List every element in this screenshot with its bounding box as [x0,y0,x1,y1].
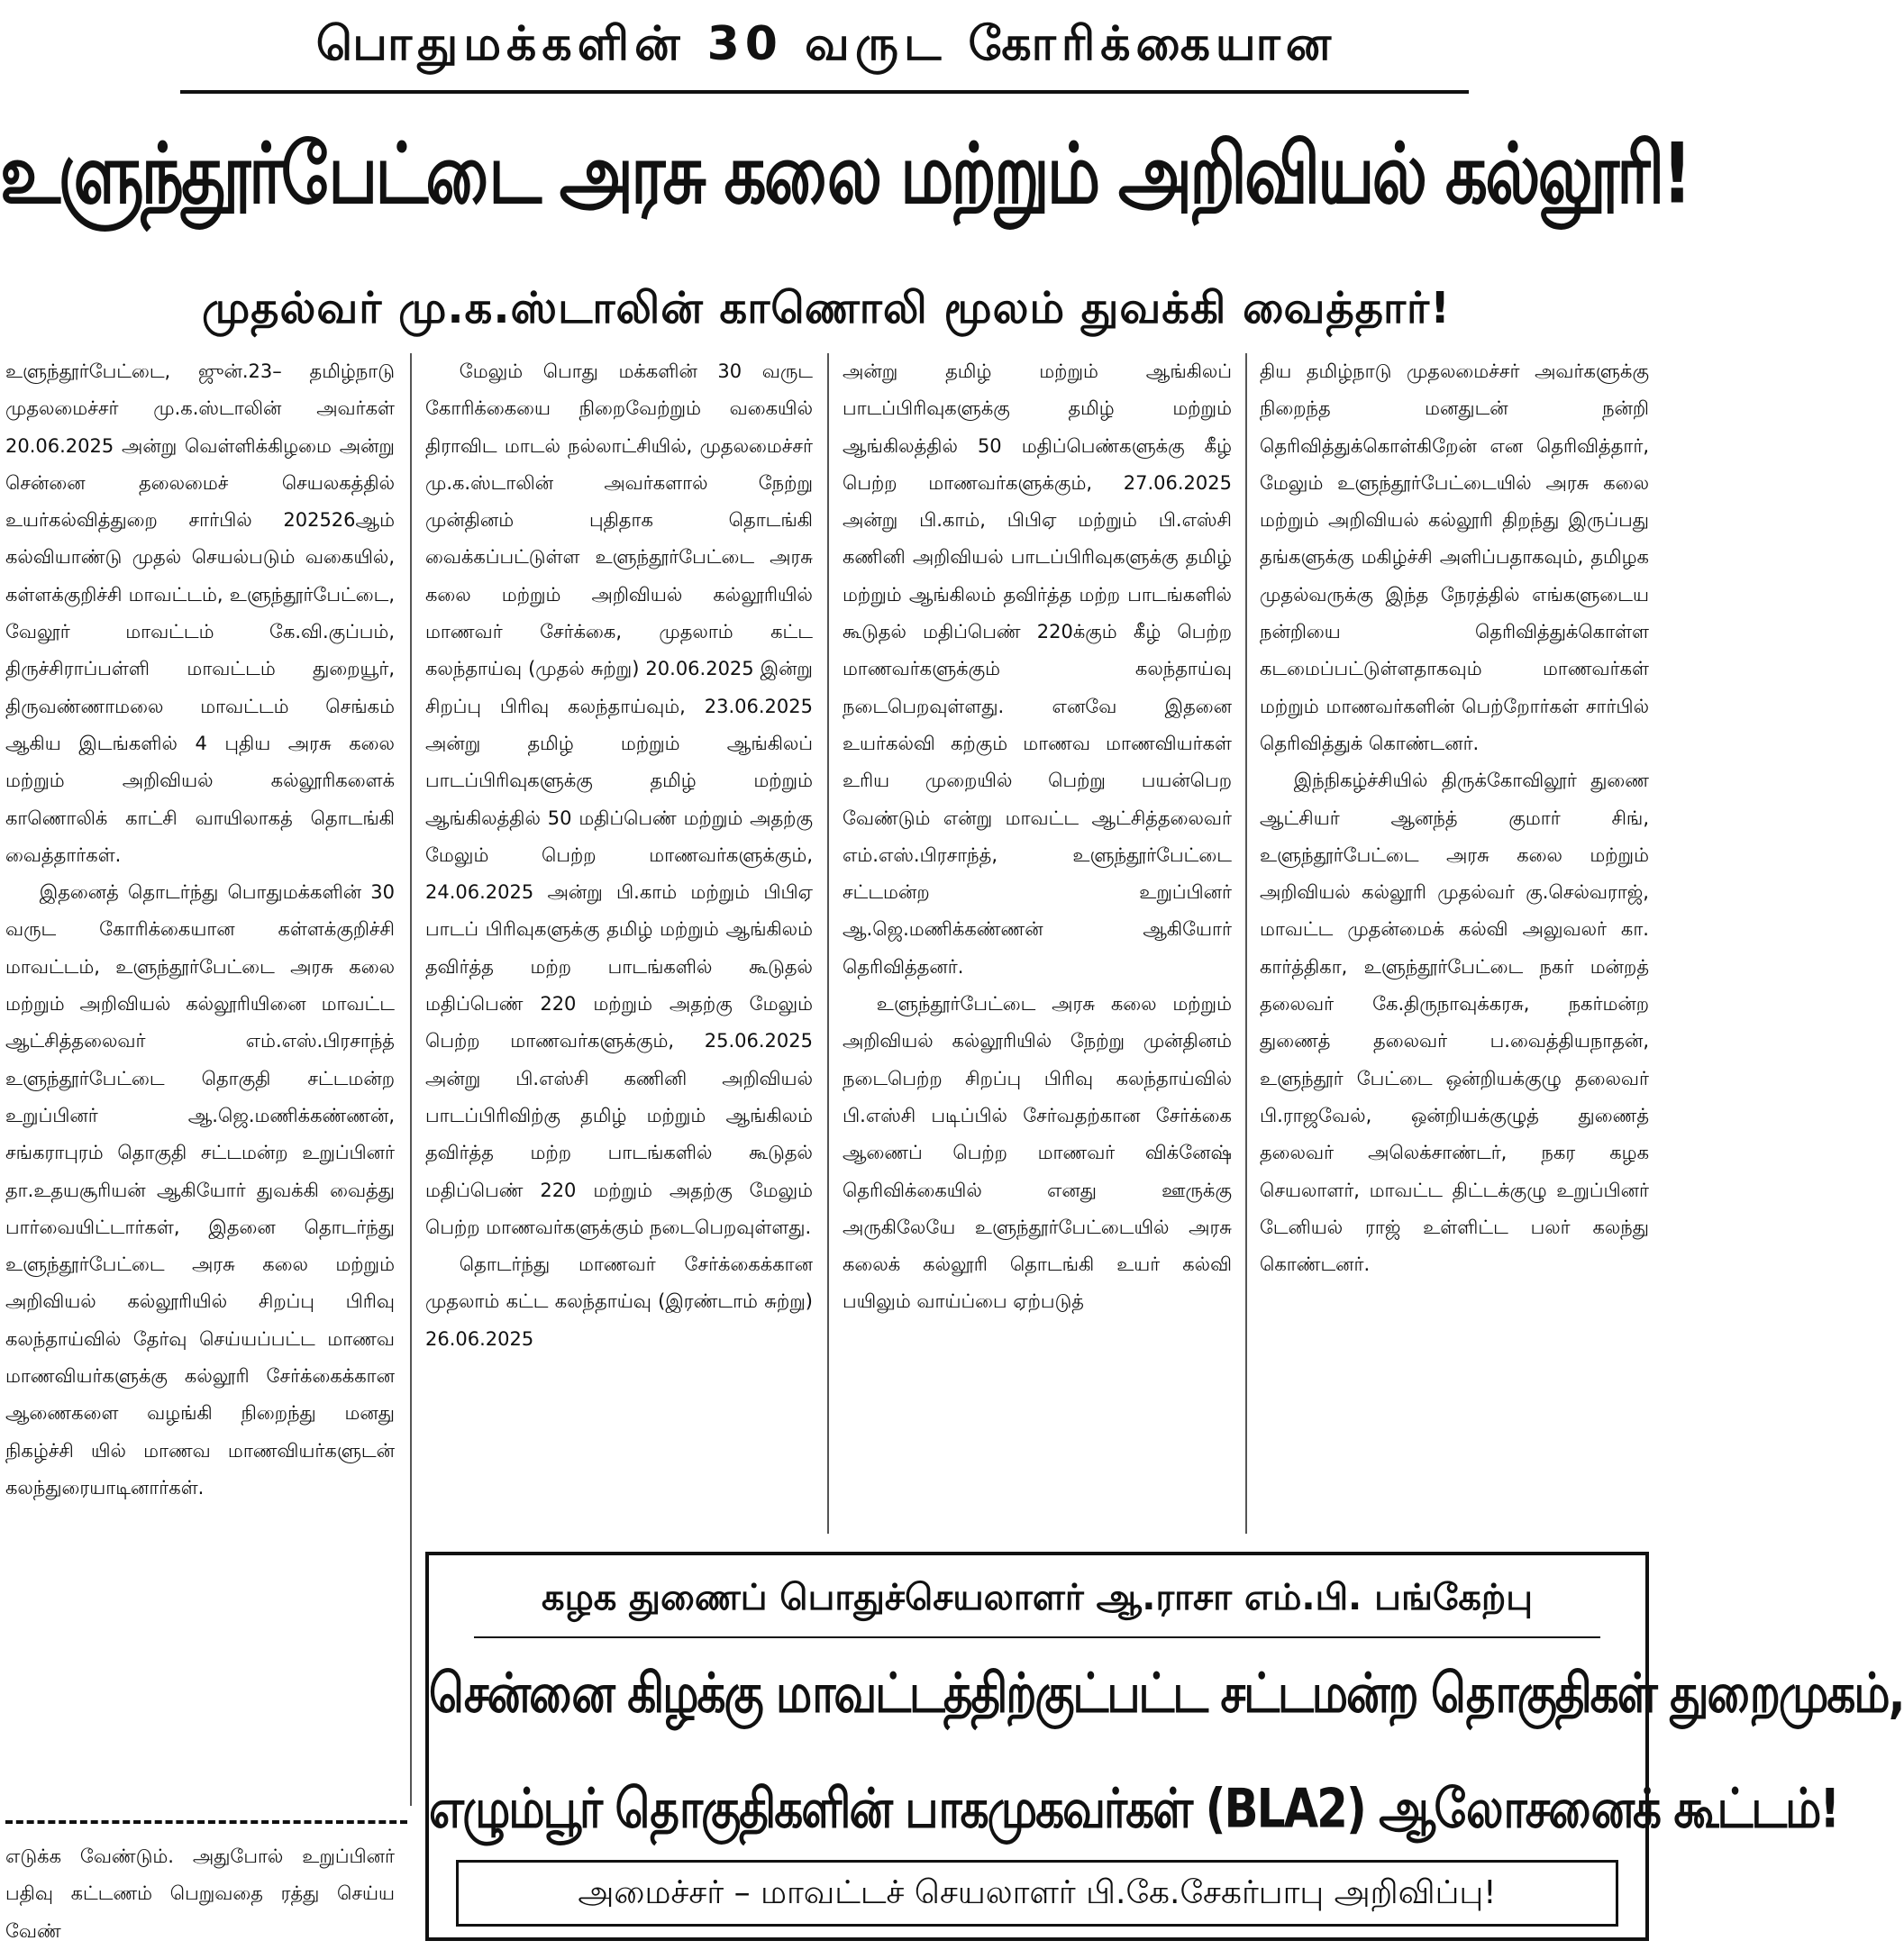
paragraph: உளுந்தூர்பேட்டை அரசு கலை மற்றும் அறிவியல் கல்லூரியில் நேற்று முன்தினம் நடைபெற்ற சிறப்பு பிரிவு கலந்தாய்வில் பி.எஸ்சி படிப்பில் சேர்வதற்கான சேர்க்கை ஆணைப் பெற்ற மாணவர் விக்னேஷ் தெரிவிக்கையில் எனது ஊருக்கு அருகிலேயே உளுந்தூர்பேட்டையில் அரசு கலைக் கல்லூரி தொடங்கி உயர் கல்வி பயிலும் வாய்ப்பை ஏற்படுத் [843,993,1232,1313]
paragraph: திய தமிழ்நாடு முதலமைச்சர் அவர்களுக்கு நிறைந்த மனதுடன் நன்றி தெரிவித்துக்கொள்கிறேன் என தெரிவித்தார், மேலும் உளுந்தூர்பேட்டையில் அரசு கலை மற்றும் அறிவியல் கல்லூரி திறந்து இருப்பது தங்களுக்கு மகிழ்ச்சி அளிப்பதாகவும், தமிழக முதல்வருக்கு இந்த நேரத்தில் எங்களுடைய நன்றியை தெரிவித்துக்கொள்ள கடமைப்பட்டுள்ளதாகவும் மாணவர்கள் மற்றும் மாணவர்களின் பெற்றோர்கள் சார்பில் தெரிவித்துக் கொண்டனர். [1260,360,1649,754]
column-divider [1245,353,1247,1534]
dashed-separator [5,1820,407,1824]
continued-article [5,1838,395,1950]
announcement-footer: அமைச்சர் – மாவட்டச் செயலாளர் பி.கே.சேகர்பாபு அறிவிப்பு! [456,1860,1618,1927]
article-column-4 [1260,353,1649,1283]
paragraph: அன்று தமிழ் மற்றும் ஆங்கிலப் பாடப்பிரிவுகளுக்கு தமிழ் மற்றும் ஆங்கிலத்தில் 50 மதிப்பெண்களுக்கு கீழ் பெற்ற மாணவர்களுக்கும், 27.06.2025 அன்று பி.காம், பிபிஏ மற்றும் பி.எஸ்சி கணினி அறிவியல் பாடப்பிரிவுகளுக்கு தமிழ் மற்றும் ஆங்கிலம் தவிர்த்த மற்ற பாடங்களில் கூடுதல் மதிப்பெண் 220க்கும் கீழ் பெற்ற மாணவர்களுக்கும் கலந்தாய்வு நடைபெறவுள்ளது. எனவே இதனை உயர்கல்வி கற்கும் மாணவ மாணவியர்கள் உரிய முறையில் பெற்று பயன்பெற வேண்டும் என்று மாவட்ட ஆட்சித்தலைவர் எம்.எஸ்.பிரசாந்த், உளுந்தூர்பேட்டை சட்டமன்ற உறுப்பினர் ஆ.ஜெ.மணிக்கண்ணன் ஆகியோர் தெரிவித்தனர். [843,360,1232,978]
announcement-headline-line-1: சென்னை கிழக்கு மாவட்டத்திற்குட்பட்ட சட்டமன்ற தொகுதிகள் துறைமுகம், [429,1662,1904,1725]
column-divider [410,353,412,1806]
article-column-3 [843,353,1232,1321]
subhead: முதல்வர் மு.க.ஸ்டாலின் காணொலி மூலம் துவக்கி வைத்தார்! [201,283,1452,333]
column-divider [827,353,829,1534]
kicker: பொதுமக்களின் 30 வருட கோரிக்கையான [315,17,1337,71]
article-column-2 [425,353,813,1358]
announcement-kicker: கழக துணைப் பொதுச்செயலாளர் ஆ.ராசா எம்.பி. பங்கேற்பு [542,1577,1533,1618]
article-column-1 [5,353,395,1507]
headline: உளுந்தூர்பேட்டை அரசு கலை மற்றும் அறிவியல் கல்லூரி! [0,125,1690,223]
paragraph: இந்நிகழ்ச்சியில் திருக்கோவிலூர் துணை ஆட்சியர் ஆனந்த் குமார் சிங், உளுந்தூர்பேட்டை அரசு கலை மற்றும் அறிவியல் கல்லூரி முதல்வர் கு.செல்வராஜ், மாவட்ட முதன்மைக் கல்வி அலுவலர் கா. கார்த்திகா, உளுந்தூர்பேட்டை நகர் மன்றத் தலைவர் கே.திருநாவுக்கரசு, நகர்மன்ற துணைத் தலைவர் ப.வைத்தியநாதன், உளுந்தூர் பேட்டை ஒன்றியக்குழு தலைவர் பி.ராஜவேல், ஒன்றியக்குழுத் துணைத் தலைவர் அலெக்சாண்டர், நகர கழக செயலாளர், மாவட்ட திட்டக்குழு உறுப்பினர் டேனியல் ராஜ் உள்ளிட்ட பலர் கலந்து கொண்டனர். [1260,770,1649,1276]
paragraph: மேலும் பொது மக்களின் 30 வருட கோரிக்கையை நிறைவேற்றும் வகையில் திராவிட மாடல் நல்லாட்சியில், முதலமைச்சர் மு.க.ஸ்டாலின் அவர்களால் நேற்று முன்தினம் புதிதாக தொடங்கி வைக்கப்பட்டுள்ள உளுந்தூர்பேட்டை அரசு கலை மற்றும் அறிவியல் கல்லூரியில் மாணவர் சேர்க்கை, முதலாம் கட்ட கலந்தாய்வு (முதல் சுற்று) 20.06.2025 இன்று சிறப்பு பிரிவு கலந்தாய்வும், 23.06.2025 அன்று தமிழ் மற்றும் ஆங்கிலப் பாடப்பிரிவுகளுக்கு தமிழ் மற்றும் ஆங்கிலத்தில் 50 மதிப்பெண் மற்றும் அதற்கு மேலும் பெற்ற மாணவர்களுக்கும், 24.06.2025 அன்று பி.காம் மற்றும் பிபிஏ பாடப் பிரிவுகளுக்கு தமிழ் மற்றும் ஆங்கிலம் தவிர்த்த மற்ற பாடங்களில் கூடுதல் மதிப்பெண் 220 மற்றும் அதற்கு மேலும் பெற்ற மாணவர்களுக்கும், 25.06.2025 அன்று பி.எஸ்சி கணினி அறிவியல் பாடப்பிரிவிற்கு தமிழ் மற்றும் ஆங்கிலம் தவிர்த்த மற்ற பாடங்களில் கூடுதல் மதிப்பெண் 220 மற்றும் அதற்கு மேலும் பெற்ற மாணவர்களுக்கும் நடைபெறவுள்ளது. [425,360,813,1238]
paragraph: தொடர்ந்து மாணவர் சேர்க்கைக்கான முதலாம் கட்ட கலந்தாய்வு (இரண்டாம் சுற்று) 26.06.2025 [425,1253,813,1350]
paragraph: எடுக்க வேண்டும். அதுபோல் உறுப்பினர் பதிவு கட்டணம் பெறுவதை ரத்து செய்ய வேண் [5,1845,395,1942]
paragraph: இதனைத் தொடர்ந்து பொதுமக்களின் 30 வருட கோரிக்கையான கள்ளக்குறிச்சி மாவட்டம், உளுந்தூர்பேட்டை அரசு கலை மற்றும் அறிவியல் கல்லூரியினை மாவட்ட ஆட்சித்தலைவர் எம்.எஸ்.பிரசாந்த் உளுந்தூர்பேட்டை தொகுதி சட்டமன்ற உறுப்பினர் ஆ.ஜெ.மணிக்கண்ணன், சங்கராபுரம் தொகுதி சட்டமன்ற உறுப்பினர் தா.உதயசூரியன் ஆகியோர் துவக்கி வைத்து பார்வையிட்டார்கள், இதனை தொடர்ந்து உளுந்தூர்பேட்டை அரசு கலை மற்றும் அறிவியல் கல்லூரியில் சிறப்பு பிரிவு கலந்தாய்வில் தேர்வு செய்யப்பட்ட மாணவ மாணவியர்களுக்கு கல்லூரி சேர்க்கைக்கான ஆணைகளை வழங்கி நிறைந்து மனது நிகழ்ச்சி யில் மாணவ மாணவியர்களுடன் கலந்துரையாடினார்கள். [5,881,395,1499]
paragraph: உளுந்தூர்பேட்டை, ஜுன்.23– தமிழ்நாடு முதலமைச்சர் மு.க.ஸ்டாலின் அவர்கள் 20.06.2025 அன்று வெள்ளிக்கிழமை அன்று சென்னை தலைமைச் செயலகத்தில் உயர்கல்வித்துறை சார்பில் 202526ஆம் கல்வியாண்டு முதல் செயல்படும் வகையில், கள்ளக்குறிச்சி மாவட்டம், உளுந்தூர்பேட்டை, வேலூர் மாவட்டம் கே.வி.குப்பம், திருச்சிராப்பள்ளி மாவட்டம் துறையூர், திருவண்ணாமலை மாவட்டம் செங்கம் ஆகிய இடங்களில் 4 புதிய அரசு கலை மற்றும் அறிவியல் கல்லூரிகளைக் காணொலிக் காட்சி வாயிலாகத் தொடங்கி வைத்தார்கள். [5,360,395,866]
announcement-box [425,1552,1904,1941]
announcement-headline-line-2: எழும்பூர் தொகுதிகளின் பாகமுகவர்கள் (BLA2) ஆலோசனைக் கூட்டம்! [429,1777,1839,1840]
